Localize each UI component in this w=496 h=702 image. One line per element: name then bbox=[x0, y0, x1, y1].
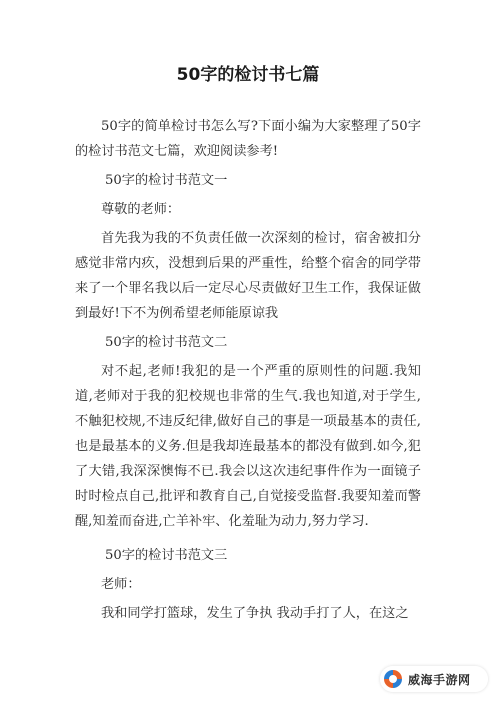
section-salutation-3: 老师： bbox=[101, 577, 141, 592]
document-body bbox=[75, 114, 421, 626]
section-body-1: 首先我为我的不负责任做一次深刻的检讨，宿舍被扣分感觉非常内疚，没想到后果的严重性，给整个宿舍的同学带来了一个罪名我以后一定尽心尽责做好卫生工作，我保证做到最好!下不为例希望老师能原谅我 bbox=[75, 231, 421, 321]
section-salutation-1: 尊敬的老师： bbox=[101, 202, 181, 217]
document-title: 50字的检讨书七篇 bbox=[176, 65, 320, 85]
section-heading-1: 50字的检讨书范文一 bbox=[105, 173, 228, 188]
swirl-logo-icon bbox=[382, 668, 404, 690]
watermark-text: 威海手游网 bbox=[408, 672, 471, 687]
section-body-3: 我和同学打篮球，发生了争执 我动手打了人，在这之 bbox=[101, 606, 409, 621]
site-watermark bbox=[380, 666, 488, 692]
section-body-2: 对不起,老师!我犯的是一个严重的原则性的问题.我知道,老师对于我的犯校规也非常的生气.我也知道,对于学生,不触犯校规,不违反纪律,做好自己的事是一项最基本的责任,也是最基本的义务.但是我却连最基本的都没有做到.如今,犯了大错,我深深懊悔不已.我会以这次违纪事件作为一面镜子时时检点自己,批评和教育自己,自觉接受监督.我要知羞而警醒,知羞而奋进,亡羊补牢、化羞耻为动力,努力学习. bbox=[75, 364, 421, 529]
section-heading-3: 50字的检讨书范文三 bbox=[105, 548, 228, 563]
intro-paragraph: 50字的简单检讨书怎么写?下面小编为大家整理了50字的检讨书范文七篇，欢迎阅读参考! bbox=[75, 119, 421, 159]
section-heading-2: 50字的检讨书范文二 bbox=[105, 335, 228, 350]
